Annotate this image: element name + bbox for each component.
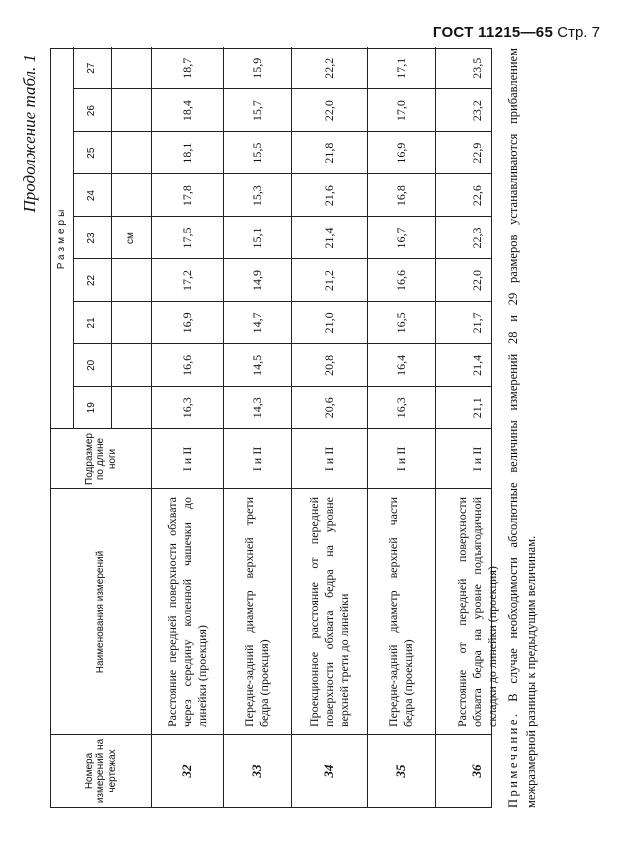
row-divider [291, 47, 292, 807]
header-divider [111, 47, 112, 429]
column-divider [51, 734, 491, 735]
size-header: 22 [86, 274, 98, 287]
row-value: 15,3 [249, 185, 264, 207]
page-header [400, 24, 600, 41]
row-value: 16,6 [393, 269, 408, 291]
row-value: 16,7 [393, 227, 408, 249]
row-value: 22,0 [469, 269, 484, 291]
row-value: 14,3 [249, 397, 264, 419]
row-subsize: I и II [469, 446, 484, 472]
row-value: 16,8 [393, 185, 408, 207]
row-value: 16,9 [393, 142, 408, 164]
size-header: 21 [86, 317, 98, 329]
row-value: 16,4 [393, 354, 408, 376]
row-name: Передне-задний диаметр верхней трети бедра (проекция) [242, 497, 271, 727]
row-value: 18,4 [179, 100, 194, 122]
measurements-table [50, 48, 499, 808]
row-value: 22,6 [469, 185, 484, 207]
row-divider [435, 47, 436, 807]
footnote-label: Примечание. [506, 711, 520, 808]
header-divider [73, 47, 74, 429]
row-number: 32 [179, 764, 194, 778]
row-divider [223, 47, 224, 807]
standard-number: ГОСТ 11215—65 [432, 24, 554, 41]
header-subsize: Подразмер по длине ноги [83, 433, 118, 485]
header-sizes: Размеры [56, 206, 68, 270]
row-subsize: I и II [249, 446, 264, 472]
row-value: 21,2 [321, 269, 336, 291]
column-divider [73, 173, 491, 174]
size-header: 25 [86, 147, 98, 159]
row-number: 35 [393, 764, 408, 778]
row-value: 23,5 [469, 57, 484, 79]
row-value: 15,1 [249, 227, 264, 249]
rotated-content [18, 48, 588, 808]
row-value: 16,6 [179, 354, 194, 376]
row-value: 20,6 [321, 397, 336, 419]
footnote [504, 48, 540, 808]
size-header: 19 [86, 402, 98, 414]
row-divider [151, 47, 152, 807]
column-divider [73, 301, 491, 302]
row-value: 15,7 [249, 100, 264, 122]
row-number: 36 [469, 764, 484, 778]
row-value: 18,7 [179, 57, 194, 79]
row-value: 22,2 [321, 57, 336, 79]
row-value: 17,8 [179, 185, 194, 207]
column-divider [73, 131, 491, 132]
column-divider [73, 88, 491, 89]
header-number: Номера измерений на чертежах [83, 738, 118, 804]
header-name: Наименования измерений [95, 550, 107, 674]
row-divider [367, 47, 368, 807]
row-value: 14,7 [249, 312, 264, 334]
size-header: 26 [86, 105, 98, 117]
row-name: Проекционное расстояние от передней поверхности обхвата бедра на уровне верхней трети до линейки [306, 497, 351, 727]
row-value: 17,2 [179, 269, 194, 291]
footnote-text: В случае необходимости абсолютные величины измерений 28 и 29 размеров устанавливаются прибавлением межразмерной разницы к предыдущим величинам. [506, 47, 539, 808]
row-value: 21,1 [469, 397, 484, 419]
size-header: 23 [86, 232, 98, 244]
row-name: Расстояние от передней поверхности обхвата бедра на уровне подъягодичной складки до линейки (проекция) [454, 497, 499, 727]
row-value: 21,7 [469, 312, 484, 334]
row-value: 17,0 [393, 100, 408, 122]
row-value: 17,5 [179, 227, 194, 249]
row-value: 22,3 [469, 227, 484, 249]
size-header: 20 [86, 359, 98, 371]
row-value: 23,2 [469, 100, 484, 122]
row-value: 20,8 [321, 354, 336, 376]
row-value: 18,1 [179, 142, 194, 164]
column-divider [73, 216, 491, 217]
continuation-title: Продолжение табл. 1 [20, 54, 39, 213]
row-value: 16,5 [393, 312, 408, 334]
row-value: 14,5 [249, 354, 264, 376]
row-value: 16,3 [179, 397, 194, 419]
row-value: 21,0 [321, 312, 336, 334]
row-name: Передне-задний диаметр верхней части бедра (проекция) [386, 497, 415, 727]
column-divider [51, 488, 491, 489]
column-divider [73, 386, 491, 387]
row-subsize: I и II [179, 446, 194, 472]
row-name: Расстояние передней поверхности обхвата через середину коленной чашечки до линейки (проекция) [164, 497, 209, 727]
row-value: 16,9 [179, 312, 194, 334]
row-number: 33 [249, 764, 264, 778]
column-divider [73, 258, 491, 259]
column-divider [73, 343, 491, 344]
row-value: 15,5 [249, 142, 264, 164]
size-header: 24 [86, 190, 98, 202]
row-value: 22,0 [321, 100, 336, 122]
row-number: 34 [321, 764, 336, 778]
row-value: 16,3 [393, 397, 408, 419]
row-value: 21,8 [321, 142, 336, 164]
row-value: 21,4 [321, 227, 336, 249]
row-value: 14,9 [249, 269, 264, 291]
row-value: 21,6 [321, 185, 336, 207]
page-number: Стр. 7 [557, 24, 600, 41]
header-unit: см [125, 232, 137, 244]
row-value: 17,1 [393, 57, 408, 79]
row-subsize: I и II [321, 446, 336, 472]
row-value: 22,9 [469, 142, 484, 164]
row-value: 15,9 [249, 57, 264, 79]
size-header: 27 [86, 62, 98, 74]
row-subsize: I и II [393, 446, 408, 472]
row-value: 21,4 [469, 354, 484, 376]
column-divider [51, 428, 491, 429]
